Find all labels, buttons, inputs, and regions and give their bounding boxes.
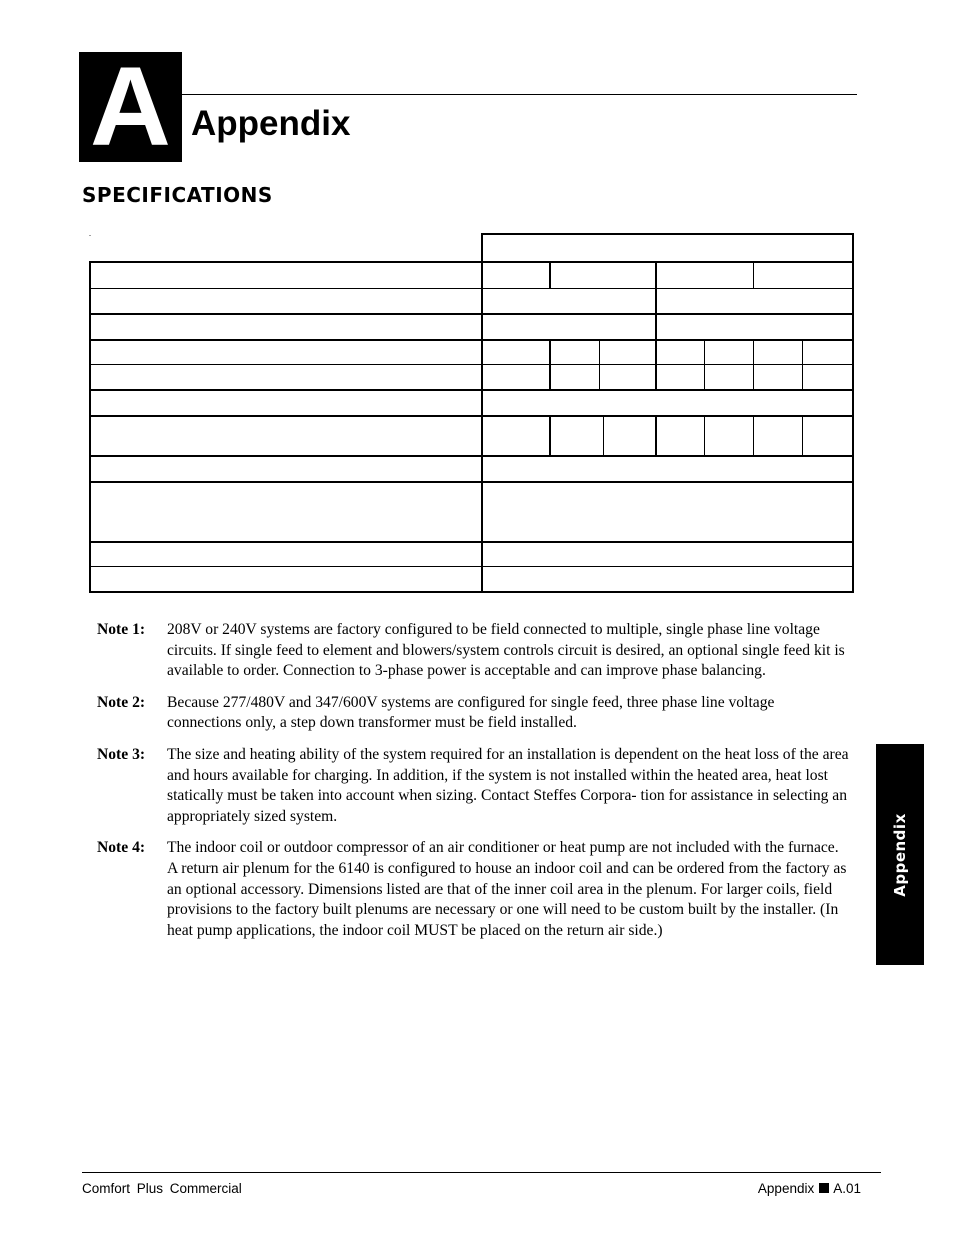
table-col-line: [603, 416, 604, 456]
note-item: [97, 745, 857, 827]
table-border-top: [89, 261, 854, 263]
note-text: Because 277/480V and 347/600V systems are configured for single feed, three phase line voltage connections only, a step down transformer must be field installed.: [167, 693, 775, 732]
side-tab-label: Appendix: [891, 812, 909, 897]
table-row-line: [89, 313, 854, 315]
table-col-line: [549, 262, 551, 289]
footer-publication-title: Comfort Plus Commercial: [82, 1181, 242, 1196]
table-col-line: [704, 340, 705, 390]
table-col-line: [704, 416, 705, 456]
table-col-line: [549, 340, 551, 390]
table-col-line: [802, 340, 803, 390]
table-col-line: [599, 340, 600, 390]
table-row-line: [89, 389, 854, 391]
table-border-left: [89, 261, 91, 593]
table-col-line: [655, 262, 657, 289]
table-row-line: [89, 566, 854, 567]
footer-rule: [82, 1172, 881, 1173]
note-label: Note 3:: [97, 745, 146, 763]
table-col-line: [753, 340, 754, 390]
table-row-line: [89, 364, 854, 365]
note-label: Note 1:: [97, 621, 146, 638]
section-title: SPECIFICATIONS: [82, 183, 273, 207]
footer-section: Appendix: [757, 1181, 815, 1196]
notes-list: [97, 620, 857, 952]
footer-page-number: A.01: [833, 1181, 861, 1196]
chapter-letter-block: A: [79, 52, 182, 162]
footer-page-ref: [758, 1181, 861, 1196]
table-row-line: [89, 541, 854, 543]
table-row-line: [89, 455, 854, 457]
table-col-line: [549, 416, 551, 456]
note-label: Note 2:: [97, 693, 146, 711]
note-item: [97, 693, 857, 734]
table-col-line: [802, 416, 803, 456]
note-item: [97, 620, 857, 682]
note-item: [97, 838, 857, 941]
chapter-title: Appendix: [191, 104, 351, 143]
table-border-top-header: [481, 233, 854, 235]
note-text: The size and heating ability of the system required for an installation is dependent on the heat loss of the area and hours available for charging. In addition, if the system is not installed within the heated area, heat lost statically must be taken into account when sizing. Contact Steffes Corpora- tion for assistance in selecting an appropriately sized system.: [167, 745, 849, 825]
square-bullet-icon: [819, 1183, 829, 1193]
table-col-line: [753, 262, 754, 289]
table-divider-main: [481, 233, 483, 593]
table-col-line: [655, 340, 657, 390]
table-row-line: [89, 481, 854, 483]
side-tab: [876, 744, 924, 965]
table-col-line: [753, 416, 754, 456]
table-border-bottom: [89, 591, 854, 593]
table-col-line: [655, 288, 657, 340]
table-col-line: [655, 416, 657, 456]
table-row-line: [89, 288, 854, 289]
table-border-right: [852, 233, 854, 593]
note-text: The indoor coil or outdoor compressor of an air conditioner or heat pump are not included with the furnace. A return air plenum for the 6140 is configured to house an indoor coil and can be ordered from the factory as an optional accessory. Dimensions listed are that of the inner coil area in the plenum. For larger coils, field provisions to the factory built plenums are necessary or one will need to be custom built by the installer. (In heat pump applications, the indoor coil MUST be placed on the return air side.): [167, 839, 847, 939]
note-label: Note 4:: [97, 839, 146, 857]
table-row-line: [89, 415, 854, 417]
note-text: 208V or 240V systems are factory configured to be field connected to multiple, single phase line voltage circuits. If single feed to element and blowers/system controls circuit is desired, an optional single feed kit is available to order. Connection to 3-phase power is acceptable and can improve phase balancing.: [167, 621, 845, 680]
header-rule: [182, 94, 857, 95]
stray-mark: .: [89, 229, 91, 238]
table-row-line: [89, 339, 854, 341]
